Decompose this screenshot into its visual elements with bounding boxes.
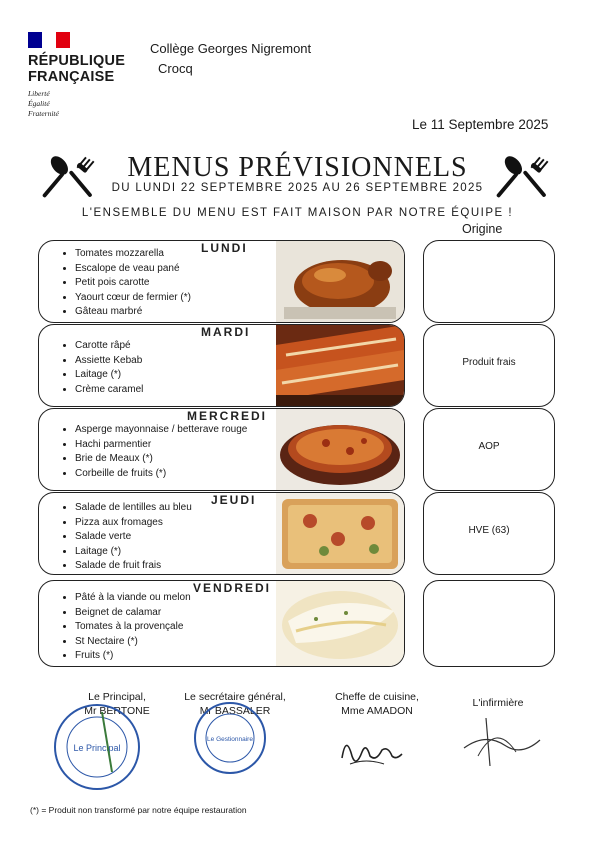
footnote: (*) = Produit non transformé par notre équipe restauration <box>30 805 247 815</box>
secretary-title: Le secrétaire général, <box>184 691 286 703</box>
menu-day-friday <box>38 580 405 667</box>
menu-item: • Salade de fruit frais <box>75 559 192 574</box>
kebab-plate-photo <box>276 325 404 406</box>
menu-day-wednesday <box>38 408 405 491</box>
school-name: Collège Georges Nigremont <box>150 41 312 56</box>
origin-box-wednesday <box>423 408 555 491</box>
chef-name: Mme AMADON <box>341 705 413 717</box>
menu-list <box>59 423 247 481</box>
menu-item: • Corbeille de fruits (*) <box>75 467 247 482</box>
school-town: Crocq <box>158 61 193 76</box>
chef-handwritten-signature <box>336 728 406 774</box>
homemade-tagline: L'ENSEMBLE DU MENU EST FAIT MAISON PAR NOTRE ÉQUIPE ! <box>81 207 514 219</box>
nurse-title: L'infirmière <box>472 697 524 709</box>
menu-item: • Carotte râpé <box>75 339 143 354</box>
day-label: JEUDI <box>211 493 257 507</box>
day-label: MERCREDI <box>187 409 268 423</box>
nurse-signature-block <box>448 696 548 710</box>
principal-title: Le Principal, <box>88 691 146 703</box>
roast-chicken-photo <box>276 241 404 322</box>
menu-item: • Fruits (*) <box>75 649 191 664</box>
menu-item: • Tomates à la provençale <box>75 620 191 635</box>
menu-item: • Beignet de calamar <box>75 606 191 621</box>
document-date: Le 11 Septembre 2025 <box>412 117 549 132</box>
republic-line1: RÉPUBLIQUE <box>28 53 126 69</box>
french-flag-logo <box>28 32 70 48</box>
day-label: LUNDI <box>201 241 248 255</box>
menu-day-tuesday <box>38 324 405 407</box>
chef-title: Cheffe de cuisine, <box>335 691 419 703</box>
menu-item: • Gâteau marbré <box>75 305 191 320</box>
nurse-handwritten-signature <box>456 712 546 772</box>
menu-item: • Laitage (*) <box>75 545 192 560</box>
stamp-center-text: Le Gestionnaire <box>207 736 253 743</box>
origin-box-friday <box>423 580 555 667</box>
menu-list <box>59 339 143 397</box>
menu-item: • Pizza aux fromages <box>75 516 192 531</box>
motto-egalite: Égalité <box>28 99 50 108</box>
origin-box-tuesday <box>423 324 555 407</box>
menu-item: • Crème caramel <box>75 383 143 398</box>
republic-line2: FRANÇAISE <box>28 69 115 85</box>
menu-item: • Assiette Kebab <box>75 354 143 369</box>
secretary-stamp-icon <box>192 700 268 776</box>
day-label: MARDI <box>201 325 251 339</box>
menu-list <box>59 591 191 664</box>
menu-item: • Salade de lentilles au bleu <box>75 501 192 516</box>
menu-item: • Petit pois carotte <box>75 276 191 291</box>
menu-item: • Salade verte <box>75 530 192 545</box>
menu-day-thursday <box>38 492 405 575</box>
origin-box-monday <box>423 240 555 323</box>
menu-item: • Yaourt cœur de fermier (*) <box>75 291 191 306</box>
motto-fraternite: Fraternité <box>28 109 59 118</box>
pizza-tray-photo <box>276 493 404 574</box>
motto-liberte: Liberté <box>28 89 50 98</box>
principal-name: Mr BERTONE <box>84 705 150 717</box>
menu-item: • St Nectaire (*) <box>75 635 191 650</box>
menu-list <box>59 501 192 574</box>
page-title: MENUS PRÉVISIONNELS <box>127 152 468 183</box>
day-label: VENDREDI <box>193 581 272 595</box>
origin-label: HVE (63) <box>468 525 510 536</box>
origin-label: Produit frais <box>462 357 516 368</box>
secretary-name: Mr BASSALER <box>199 705 271 717</box>
menu-item: • Pâté à la viande ou melon <box>75 591 191 606</box>
menu-day-monday <box>38 240 405 323</box>
menu-item: • Asperge mayonnaise / betterave rouge <box>75 423 247 438</box>
menu-item: • Tomates mozzarella <box>75 247 191 262</box>
origin-column-header: Origine <box>462 222 503 236</box>
menu-item: • Brie de Meaux (*) <box>75 452 247 467</box>
origin-label: AOP <box>478 441 500 452</box>
stamp-center-text: Le Principal <box>73 743 121 753</box>
principal-stamp-icon <box>52 702 142 792</box>
origin-box-thursday <box>423 492 555 575</box>
chef-signature-block <box>322 690 432 718</box>
menu-item: • Hachi parmentier <box>75 438 247 453</box>
parmentier-dish-photo <box>276 409 404 490</box>
menu-item: • Escalope de veau pané <box>75 262 191 277</box>
fish-fillet-photo <box>276 581 404 666</box>
menu-item: • Laitage (*) <box>75 368 143 383</box>
date-range-subtitle: DU LUNDI 22 SEPTEMBRE 2025 AU 26 SEPTEMBRE 2025 <box>111 182 484 194</box>
menu-list <box>59 247 191 320</box>
